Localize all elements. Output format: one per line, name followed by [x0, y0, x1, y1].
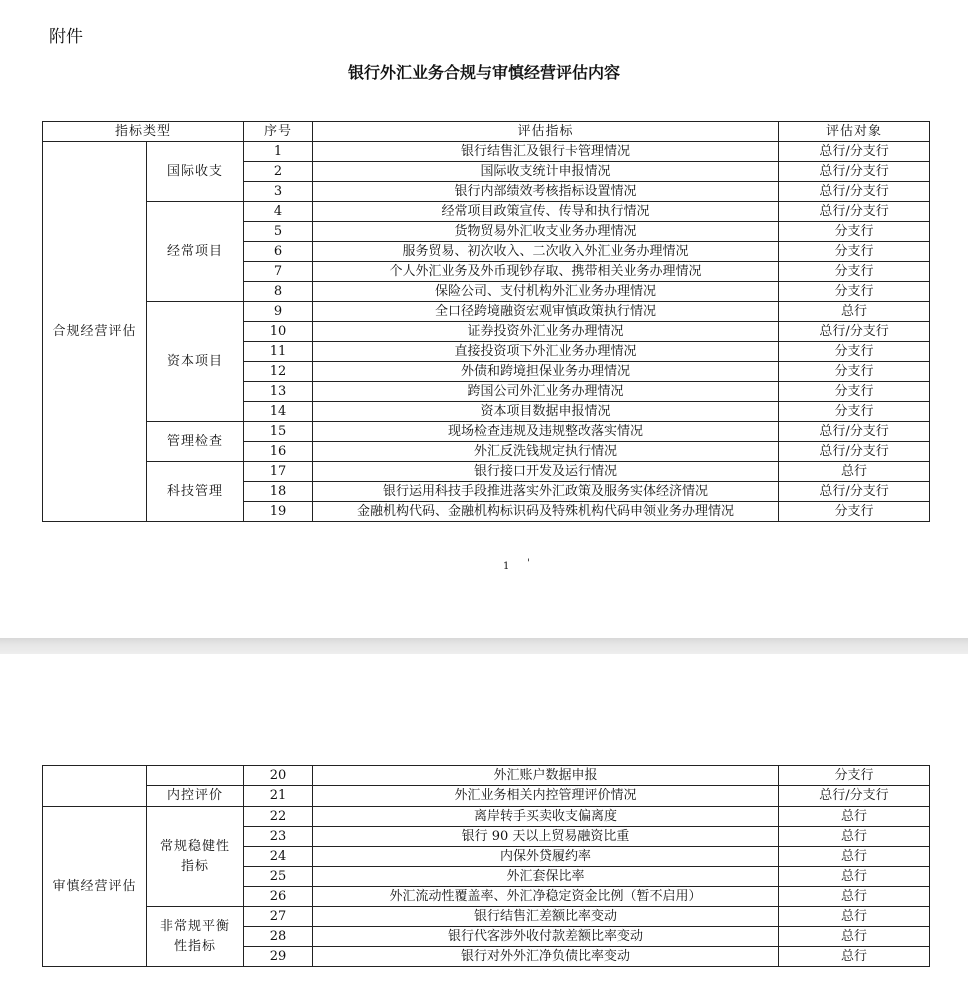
row-indicator: 直接投资项下外汇业务办理情况: [313, 342, 779, 362]
row-target: 总行/分支行: [779, 202, 930, 222]
row-number: 26: [244, 887, 313, 907]
row-number: 8: [244, 282, 313, 302]
assessment-table-part-1: [42, 121, 930, 522]
group-name: 常规稳健性指标: [147, 807, 244, 907]
row-target: 总行: [779, 847, 930, 867]
row-number: 14: [244, 402, 313, 422]
row-indicator: 离岸转手买卖收支偏离度: [313, 807, 779, 827]
table-row: [43, 142, 930, 162]
row-indicator: 银行对外外汇净负债比率变动: [313, 947, 779, 967]
row-number: 25: [244, 867, 313, 887]
row-number: 10: [244, 322, 313, 342]
row-number: 1: [244, 142, 313, 162]
row-number: 16: [244, 442, 313, 462]
row-target: 总行: [779, 867, 930, 887]
row-target: 总行/分支行: [779, 142, 930, 162]
row-indicator: 内保外贷履约率: [313, 847, 779, 867]
row-indicator: 外汇账户数据申报: [313, 766, 779, 786]
row-indicator: 银行 90 天以上贸易融资比重: [313, 827, 779, 847]
row-target: 总行/分支行: [779, 422, 930, 442]
row-target: 总行/分支行: [779, 182, 930, 202]
table-header-row: [43, 122, 930, 142]
row-target: 总行: [779, 907, 930, 927]
group-name: 科技管理: [147, 462, 244, 522]
row-number: 21: [244, 786, 313, 807]
row-number: 6: [244, 242, 313, 262]
group-name: 经常项目: [147, 202, 244, 302]
row-indicator: 银行结售汇及银行卡管理情况: [313, 142, 779, 162]
header-category: 指标类型: [43, 122, 244, 142]
row-target: 总行: [779, 302, 930, 322]
row-indicator: 保险公司、支付机构外汇业务办理情况: [313, 282, 779, 302]
row-indicator: 银行运用科技手段推进落实外汇政策及服务实体经济情况: [313, 482, 779, 502]
row-number: 28: [244, 927, 313, 947]
row-indicator: 外债和跨境担保业务办理情况: [313, 362, 779, 382]
row-target: 分支行: [779, 282, 930, 302]
group-name: 管理检查: [147, 422, 244, 462]
row-indicator: 全口径跨境融资宏观审慎政策执行情况: [313, 302, 779, 322]
row-target: 分支行: [779, 502, 930, 522]
row-target: 总行/分支行: [779, 482, 930, 502]
row-number: 22: [244, 807, 313, 827]
row-indicator: 资本项目数据申报情况: [313, 402, 779, 422]
row-indicator: 货物贸易外汇收支业务办理情况: [313, 222, 779, 242]
group-name: 资本项目: [147, 302, 244, 422]
table-row: [43, 766, 930, 786]
section-name: 审慎经营评估: [43, 807, 147, 967]
page-number: 1: [503, 561, 510, 572]
document-title: 银行外汇业务合规与审慎经营评估内容: [347, 63, 620, 82]
table-row: [43, 462, 930, 482]
row-target: 分支行: [779, 766, 930, 786]
table-row: [43, 807, 930, 827]
table-row: [43, 302, 930, 322]
header-no: 序号: [244, 122, 313, 142]
page-mark: ': [527, 558, 530, 569]
row-number: 3: [244, 182, 313, 202]
row-indicator: 跨国公司外汇业务办理情况: [313, 382, 779, 402]
row-number: 27: [244, 907, 313, 927]
row-indicator: 外汇业务相关内控管理评价情况: [313, 786, 779, 807]
row-number: 29: [244, 947, 313, 967]
row-target: 分支行: [779, 402, 930, 422]
row-target: 分支行: [779, 222, 930, 242]
row-number: 5: [244, 222, 313, 242]
assessment-table-part-2: [42, 765, 930, 967]
row-number: 9: [244, 302, 313, 322]
row-indicator: 银行结售汇差额比率变动: [313, 907, 779, 927]
table-row: [43, 907, 930, 927]
table-row: [43, 422, 930, 442]
annex-label: 附件: [49, 27, 83, 47]
row-number: 24: [244, 847, 313, 867]
section-continued-cell: [43, 766, 147, 807]
row-number: 7: [244, 262, 313, 282]
row-target: 总行: [779, 927, 930, 947]
row-target: 分支行: [779, 382, 930, 402]
section-name: 合规经营评估: [43, 142, 147, 522]
table-row: [43, 786, 930, 807]
row-target: 总行: [779, 827, 930, 847]
row-indicator: 服务贸易、初次收入、二次收入外汇业务办理情况: [313, 242, 779, 262]
row-indicator: 银行接口开发及运行情况: [313, 462, 779, 482]
row-target: 总行: [779, 462, 930, 482]
row-indicator: 银行内部绩效考核指标设置情况: [313, 182, 779, 202]
row-number: 4: [244, 202, 313, 222]
row-number: 11: [244, 342, 313, 362]
row-target: 总行/分支行: [779, 442, 930, 462]
row-target: 总行/分支行: [779, 162, 930, 182]
page-separator: [0, 638, 968, 654]
document-page-2: [0, 654, 968, 992]
row-number: 23: [244, 827, 313, 847]
row-number: 19: [244, 502, 313, 522]
row-indicator: 经常项目政策宣传、传导和执行情况: [313, 202, 779, 222]
group-continued-cell: [147, 766, 244, 786]
group-name: 内控评价: [147, 786, 244, 807]
row-indicator: 外汇流动性覆盖率、外汇净稳定资金比例（暂不启用）: [313, 887, 779, 907]
row-target: 分支行: [779, 342, 930, 362]
row-target: 分支行: [779, 362, 930, 382]
row-indicator: 金融机构代码、金融机构标识码及特殊机构代码申领业务办理情况: [313, 502, 779, 522]
row-target: 分支行: [779, 242, 930, 262]
row-number: 15: [244, 422, 313, 442]
row-indicator: 银行代客涉外收付款差额比率变动: [313, 927, 779, 947]
row-target: 总行: [779, 807, 930, 827]
row-indicator: 现场检查违规及违规整改落实情况: [313, 422, 779, 442]
row-indicator: 外汇反洗钱规定执行情况: [313, 442, 779, 462]
table-row: [43, 202, 930, 222]
row-target: 总行/分支行: [779, 322, 930, 342]
row-target: 总行: [779, 947, 930, 967]
header-indicator: 评估指标: [313, 122, 779, 142]
group-name: 国际收支: [147, 142, 244, 202]
row-indicator: 外汇套保比率: [313, 867, 779, 887]
row-number: 17: [244, 462, 313, 482]
row-indicator: 证券投资外汇业务办理情况: [313, 322, 779, 342]
row-number: 20: [244, 766, 313, 786]
row-number: 18: [244, 482, 313, 502]
row-number: 2: [244, 162, 313, 182]
header-target: 评估对象: [779, 122, 930, 142]
group-name: 非常规平衡性指标: [147, 907, 244, 967]
row-number: 13: [244, 382, 313, 402]
row-number: 12: [244, 362, 313, 382]
row-target: 总行: [779, 887, 930, 907]
row-indicator: 国际收支统计申报情况: [313, 162, 779, 182]
row-target: 总行/分支行: [779, 786, 930, 807]
row-target: 分支行: [779, 262, 930, 282]
row-indicator: 个人外汇业务及外币现钞存取、携带相关业务办理情况: [313, 262, 779, 282]
